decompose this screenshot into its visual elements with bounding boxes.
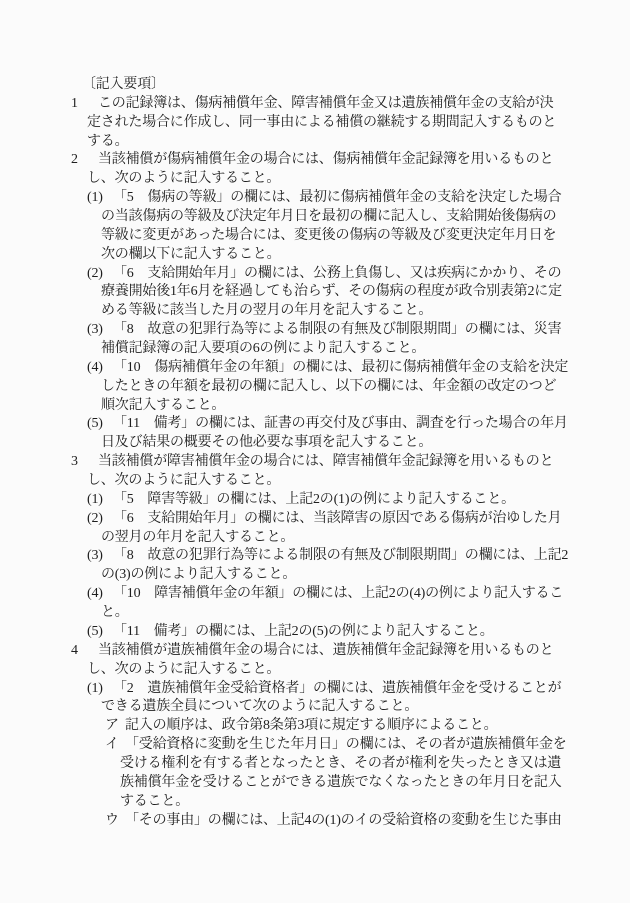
item-text: 当該補償が障害補償年金の場合には、障害補償年金記録簿を用いるものと <box>98 454 554 470</box>
item-text: 日及び結果の概要その他必要な事項を記入すること。 <box>101 435 433 451</box>
sub-item-4-1 <box>70 680 570 699</box>
sub-item-number: (2) <box>87 265 103 281</box>
item-number: 2 <box>71 152 78 168</box>
section-heading <box>70 76 570 95</box>
text-line <box>70 302 570 321</box>
text-line <box>70 661 570 680</box>
item-number: 4 <box>71 642 78 658</box>
item-text: 当該補償が傷病補償年金の場合には、傷病補償年金記録簿を用いるものと <box>98 152 554 168</box>
item-text: この記録簿は、傷病補償年金、障害補償年金又は遺族補償年金の支給が決 <box>98 95 554 111</box>
sub-item-3-4 <box>70 585 570 604</box>
sub-item-2-1 <box>70 189 570 208</box>
item-text: 「6 支給開始年月」の欄には、公務上負傷し、又は疾病にかかり、その <box>113 265 562 281</box>
list-item-2 <box>70 151 570 170</box>
sub-item-2-4 <box>70 359 570 378</box>
sub-item-number: (4) <box>87 586 103 602</box>
item-text: 「11 備考」の欄には、証書の再交付及び事由、調査を行った場合の年月 <box>113 416 568 432</box>
text-line <box>70 793 570 812</box>
text-line <box>70 114 570 133</box>
list-item-4 <box>70 642 570 661</box>
text-line <box>70 170 570 189</box>
sub-item-2-3 <box>70 321 570 340</box>
sub-item-3-2 <box>70 510 570 529</box>
sub-item-number: (3) <box>87 548 103 564</box>
text-line <box>70 397 570 416</box>
item-number: 3 <box>71 454 78 470</box>
sub-item-3-1 <box>70 491 570 510</box>
item-text: める等級に該当した月の翌月の年月を記入すること。 <box>101 303 433 319</box>
sub-item-3-5 <box>70 623 570 642</box>
item-text: 記入の順序は、政令第8条第3項に規定する順序によること。 <box>125 718 498 734</box>
text-line <box>70 133 570 152</box>
item-text: する。 <box>87 133 129 149</box>
item-text: し、次のように記入すること。 <box>87 171 281 187</box>
item-text: 「5 傷病の等級」の欄には、最初に傷病補償年金の支給を決定した場合 <box>113 190 562 206</box>
sub-item-number: (1) <box>87 491 103 507</box>
sub-item-number: (3) <box>87 322 103 338</box>
item-text: 「受給資格に変動を生じた年月日」の欄には、その者が遺族補償年金を <box>125 737 567 753</box>
text-line <box>70 246 570 265</box>
item-text: 受ける権利を有する者となったとき、その者が権利を失ったとき又は遺 <box>120 755 562 771</box>
item-text: できる遺族全員について次のように記入すること。 <box>101 699 419 715</box>
text-line <box>70 472 570 491</box>
sub-item-number: (5) <box>87 623 103 639</box>
sub-item-3-3 <box>70 547 570 566</box>
item-text: 「5 障害等級」の欄には、上記2の(1)の例により記入すること。 <box>113 491 515 507</box>
item-text: と。 <box>101 605 129 621</box>
item-text: 「11 備考」の欄には、上記2の(5)の例により記入すること。 <box>113 623 494 639</box>
text-line <box>70 698 570 717</box>
list-item-3 <box>70 453 570 472</box>
sub-sub-item-i <box>70 736 570 755</box>
item-text: 「10 傷病補償年金の年額」の欄には、最初に傷病補償年金の支給を決定 <box>113 359 569 375</box>
item-text: し、次のように記入すること。 <box>87 661 281 677</box>
item-text: 「8 故意の犯罪行為等による制限の有無及び制限期間」の欄には、上記2 <box>113 548 569 564</box>
item-text: 定された場合に作成し、同一事由による補償の継続する期間記入するものと <box>87 114 557 130</box>
text-line <box>70 434 570 453</box>
text-line <box>70 227 570 246</box>
katakana-item-marker: ウ <box>105 812 119 828</box>
entry-guidelines-text <box>70 76 570 830</box>
katakana-item-marker: ア <box>105 718 119 734</box>
item-text: の(3)の例により記入すること。 <box>101 567 297 583</box>
text-line <box>70 529 570 548</box>
text-line <box>70 340 570 359</box>
item-number: 1 <box>71 95 78 111</box>
item-text: 順次記入すること。 <box>101 397 226 413</box>
sub-sub-item-u <box>70 812 570 831</box>
item-text: 「その事由」の欄には、上記4の(1)のイの受給資格の変動を生じた事由 <box>125 812 562 828</box>
item-text: 当該補償が遺族補償年金の場合には、遺族補償年金記録簿を用いるものと <box>98 642 554 658</box>
sub-item-number: (5) <box>87 416 103 432</box>
item-text: 「8 故意の犯罪行為等による制限の有無及び制限期間」の欄には、災害 <box>113 322 562 338</box>
sub-item-number: (4) <box>87 359 103 375</box>
sub-item-number: (2) <box>87 510 103 526</box>
sub-sub-item-a <box>70 717 570 736</box>
item-text: 「10 障害補償年金の年額」の欄には、上記2の(4)の例により記入するこ <box>113 586 564 602</box>
text-line <box>70 604 570 623</box>
item-text: し、次のように記入すること。 <box>87 473 281 489</box>
text-line <box>70 208 570 227</box>
item-text: の翌月の年月を記入すること。 <box>101 529 295 545</box>
sub-item-number: (1) <box>87 190 103 206</box>
item-text: 「2 遺族補償年金受給資格者」の欄には、遺族補償年金を受けることが <box>113 680 562 696</box>
text-line <box>70 774 570 793</box>
list-item-1 <box>70 95 570 114</box>
item-text: 等級に変更があった場合には、変更後の傷病の等級及び変更決定年月日を <box>101 227 557 243</box>
katakana-item-marker: イ <box>105 737 119 753</box>
heading-text: 〔記入要項〕 <box>82 77 165 92</box>
item-text: 「6 支給開始年月」の欄には、当該障害の原因である傷病が治ゆした月 <box>113 510 562 526</box>
sub-item-number: (1) <box>87 680 103 696</box>
text-line <box>70 566 570 585</box>
item-text: 族補償年金を受けることができる遺族でなくなったときの年月日を記入 <box>120 774 562 790</box>
item-text: の当該傷病の等級及び決定年月日を最初の欄に記入し、支給開始後傷病の <box>101 209 557 225</box>
text-line <box>70 755 570 774</box>
item-text: したときの年額を最初の欄に記入し、以下の欄には、年金額の改定のつど <box>101 378 557 394</box>
sub-item-2-5 <box>70 415 570 434</box>
item-text: 次の欄以下に記入すること。 <box>101 246 281 262</box>
sub-item-2-2 <box>70 265 570 284</box>
text-line <box>70 283 570 302</box>
item-text: 療養開始後1年6月を経過しても治らず、その傷病の程度が政令別表第2に定 <box>101 284 562 300</box>
text-line <box>70 378 570 397</box>
item-text: すること。 <box>120 793 189 809</box>
item-text: 補償記録簿の記入要項の6の例により記入すること。 <box>101 341 426 357</box>
